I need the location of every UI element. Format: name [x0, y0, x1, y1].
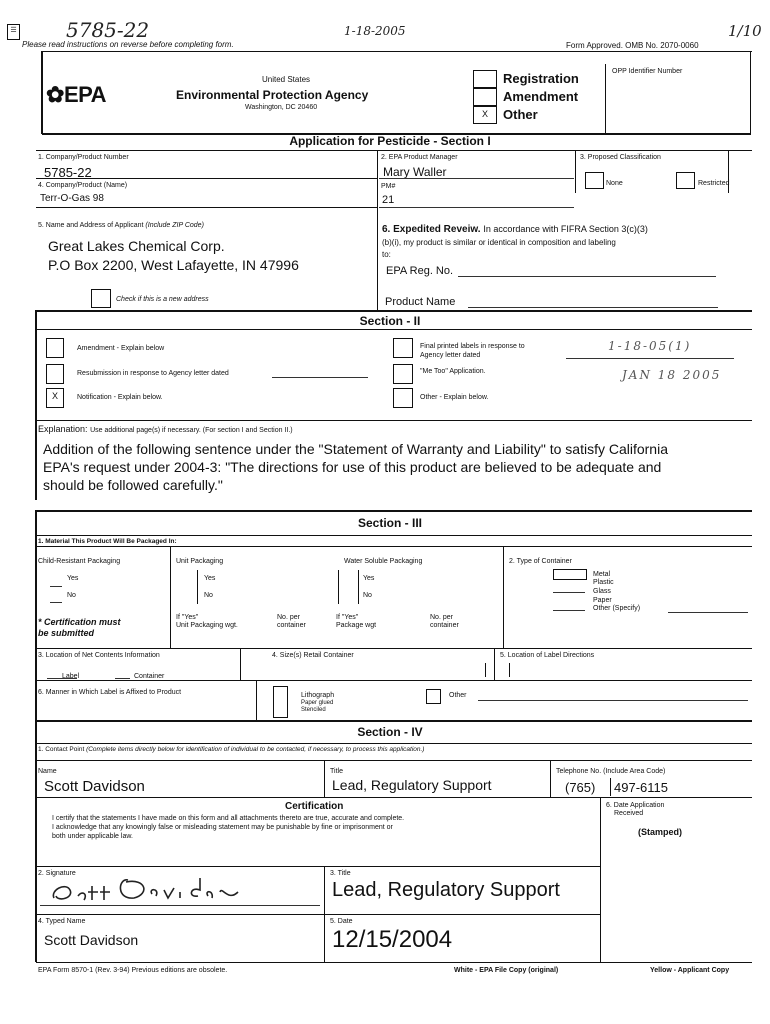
signature-value[interactable] [48, 872, 258, 906]
white-copy: White - EPA File Copy (original) [454, 967, 559, 974]
title3-label: 3. Title [330, 870, 351, 877]
phone-label: Telephone No. (Include Area Code) [556, 768, 666, 775]
date-value[interactable]: 12/15/2004 [332, 926, 453, 953]
class-none-checkbox[interactable] [585, 172, 604, 189]
final-labels-checkbox[interactable] [393, 338, 413, 358]
class-restricted-checkbox[interactable] [676, 172, 695, 189]
explanation-line1[interactable]: Addition of the following sentence under the "Statement of Warranty and Liability" to satisfy California [43, 441, 668, 457]
section3-title: Section - III [357, 516, 422, 530]
other-label: Other [503, 107, 538, 122]
registration-label: Registration [503, 71, 579, 86]
date-label: 5. Date [330, 918, 353, 925]
container-metal: Metal [593, 571, 611, 578]
container-metal-checkbox[interactable] [553, 569, 587, 580]
wsp-no[interactable]: No [363, 592, 372, 599]
f6-text3: to: [382, 250, 391, 259]
yellow-copy: Yellow - Applicant Copy [650, 967, 730, 974]
epa-logo [46, 82, 106, 108]
wsp-label: Water Soluble Packaging [344, 558, 423, 565]
registration-checkbox[interactable] [473, 70, 497, 88]
crp-yes[interactable]: Yes [67, 575, 79, 582]
wsp-if-yes: If "Yes" [336, 614, 359, 621]
instructions: Please read instructions on reverse before completing form. [22, 40, 234, 49]
title-value[interactable]: Lead, Regulatory Support [332, 777, 492, 793]
stamp-date-2: JAN 18 2005 [622, 368, 722, 382]
handwritten-number: 5785-22 [66, 18, 150, 42]
class-none-label: None [606, 180, 623, 187]
agency-address: Washington, DC 20460 [245, 104, 318, 111]
litho-checkbox[interactable] [273, 686, 288, 718]
explanation-line3[interactable]: should be followed carefully." [43, 477, 223, 493]
certification-note2: be submitted [38, 628, 95, 638]
typed-name-label: 4. Typed Name [38, 918, 86, 925]
contact-label-text: 1. Contact Point [38, 746, 85, 753]
f6-reg-line[interactable] [458, 276, 716, 277]
section1-title: Application for Pesticide - Section I [289, 134, 491, 148]
wsp-no-per: No. per [430, 614, 453, 621]
class-restricted-label: Restricted [698, 180, 730, 187]
stamp-date-1: 1-18-05(1) [608, 339, 692, 353]
affix-label: 6. Manner in Which Label is Affixed to Product [38, 689, 182, 696]
name-label: Name [38, 768, 57, 775]
amendment-label: Amendment [503, 89, 579, 104]
unit-no[interactable]: No [204, 592, 213, 599]
new-address-label: Check if this is a new address [116, 296, 209, 303]
s3-f1-label: 1. Material This Product Will Be Packaged In: [38, 538, 177, 545]
container-plastic: Plastic [593, 579, 614, 586]
f5-line1[interactable]: Great Lakes Chemical Corp. [48, 238, 225, 254]
other-explain-checkbox[interactable] [393, 388, 413, 408]
f1-label: 1. Company/Product Number [38, 154, 129, 161]
epa-flower-icon: ✿ [46, 82, 64, 107]
container-glass: Glass [593, 588, 611, 595]
f6-text2: (b)(i), my product is similar or identical in composition and labeling [382, 238, 616, 247]
date-received-label2: Received [614, 810, 644, 817]
handwritten-page: 1/10 [728, 22, 762, 40]
f5-label [38, 222, 204, 229]
date-received-label: 6. Date Application [606, 802, 665, 809]
new-address-checkbox[interactable] [91, 289, 111, 308]
name-value[interactable]: Scott Davidson [44, 778, 145, 795]
affix-other-label: Other [449, 692, 467, 699]
f2-value[interactable]: Mary Waller [383, 165, 447, 179]
logo-text: EPA [63, 82, 107, 107]
section4-title: Section - IV [357, 725, 423, 739]
f6-title-text: 6. Expedited Reveiw. [382, 224, 481, 235]
amendment-explain-checkbox[interactable] [46, 338, 64, 358]
phone-number[interactable]: 497-6115 [614, 780, 668, 795]
section2-title: Section - II [359, 314, 421, 328]
form-approved: Form Approved. OMB No. 2070-0060 [566, 41, 699, 50]
pm-label: PM# [381, 183, 396, 190]
explanation-note: Use additional page(s) if necessary. (For section I and Section II.) [90, 427, 293, 434]
f6-reg-label: EPA Reg. No. [386, 265, 454, 277]
unit-no-per: No. per [277, 614, 300, 621]
notification-label: Notification - Explain below. [77, 394, 163, 401]
amendment-explain-label: Amendment - Explain below [77, 345, 165, 352]
certification-title: Certification [285, 801, 344, 812]
cert-text2: I acknowledge that any knowingly false or misleading statement may be punishable by fine or imprisonment or [52, 824, 393, 831]
f6-product-label: Product Name [385, 296, 456, 308]
unit-label: Unit Packaging [176, 558, 224, 565]
signature-drawing [48, 872, 258, 906]
container-other: Other (Specify) [593, 605, 641, 612]
explanation-line2[interactable]: EPA's request under 2004-3: "The directions for use of this product are believed to be adequate and [43, 459, 662, 475]
f4-label: 4. Company/Product (Name) [38, 182, 128, 189]
f5-label-text: 5. Name and Address of Applicant [38, 222, 144, 229]
cert-text3: both under applicable law. [52, 833, 133, 840]
stamped-label: (Stamped) [638, 827, 683, 837]
certification-note1: * Certification must [38, 617, 121, 627]
me-too-label: "Me Too" Application. [420, 368, 486, 375]
wsp-container: container [430, 622, 459, 629]
net-contents-label: 3. Location of Net Contents Information [38, 652, 160, 659]
paper-glued-label: Paper glued [301, 700, 334, 706]
crp-label: Child-Resistant Packaging [38, 558, 121, 565]
typed-name-value[interactable]: Scott Davidson [44, 932, 139, 948]
unit-if-yes: If "Yes" [176, 614, 199, 621]
f5-line2[interactable]: P.O Box 2200, West Lafayette, IN 47996 [48, 257, 299, 273]
resubmission-checkbox[interactable] [46, 364, 64, 384]
handwritten-date: 1-18-2005 [344, 24, 406, 38]
amendment-checkbox[interactable] [473, 88, 497, 106]
wsp-yes[interactable]: Yes [363, 575, 375, 582]
f6-text1: In accordance with FIFRA Section 3(c)(3) [483, 224, 648, 234]
opp-label: OPP Identifier Number [612, 68, 683, 75]
title3-value[interactable]: Lead, Regulatory Support [332, 879, 560, 901]
pm-value[interactable]: 21 [382, 194, 395, 206]
crp-no[interactable]: No [67, 592, 76, 599]
agency-name: Environmental Protection Agency [176, 88, 369, 102]
unit-yes[interactable]: Yes [204, 575, 216, 582]
net-container-opt[interactable]: Container [134, 673, 165, 680]
f6-product-line[interactable] [468, 307, 718, 308]
signature-label: 2. Signature [38, 870, 76, 877]
container-type-label: 2. Type of Container [509, 558, 572, 565]
final-labels-text2: Agency letter dated [420, 352, 481, 359]
cert-text1: I certify that the statements I have made on this form and all attachments thereto are true, accurate and complete. [52, 815, 405, 822]
f4-value[interactable]: Terr-O-Gas 98 [40, 193, 104, 204]
other-checkbox[interactable]: X [473, 106, 497, 124]
f5-label-note: (Include ZIP Code) [145, 222, 204, 229]
explanation-label-text: Explanation: [38, 424, 88, 434]
contact-note: (Complete items directly below for identification of individual to be contacted, if necessary, to process this application.) [86, 746, 425, 753]
title-label: Title [330, 768, 343, 775]
final-labels-text1: Final printed labels in response to [420, 343, 525, 350]
net-label-opt[interactable]: Label [62, 673, 80, 680]
container-paper: Paper [593, 597, 612, 604]
phone-area[interactable]: (765) [565, 780, 596, 795]
resubmission-label: Resubmission in response to Agency letter dated [77, 370, 229, 377]
notification-checkbox[interactable]: X [46, 388, 64, 408]
f1-value[interactable]: 5785-22 [44, 165, 92, 180]
f2-label: 2. EPA Product Manager [381, 154, 458, 161]
retail-size-label: 4. Size(s) Retail Container [272, 652, 354, 659]
f3-label: 3. Proposed Classification [580, 154, 661, 161]
unit-wgt: Unit Packaging wgt. [176, 622, 238, 629]
explanation-label [38, 424, 293, 434]
label-directions-label: 5. Location of Label Directions [500, 652, 595, 659]
stenciled-label: Stenciled [301, 707, 326, 713]
me-too-checkbox[interactable] [393, 364, 413, 384]
doc-icon: ☰ [7, 24, 20, 40]
united-states: United States [262, 75, 311, 84]
affix-other-checkbox[interactable] [426, 689, 441, 704]
unit-container: container [277, 622, 306, 629]
form-id: EPA Form 8570-1 (Rev. 3-94) Previous editions are obsolete. [38, 967, 228, 974]
litho-label: Lithograph [301, 692, 335, 699]
f6-title [382, 224, 648, 235]
wsp-pkg-wgt: Package wgt [336, 622, 377, 629]
contact-label [38, 746, 424, 753]
other-explain-label: Other - Explain below. [420, 394, 489, 401]
